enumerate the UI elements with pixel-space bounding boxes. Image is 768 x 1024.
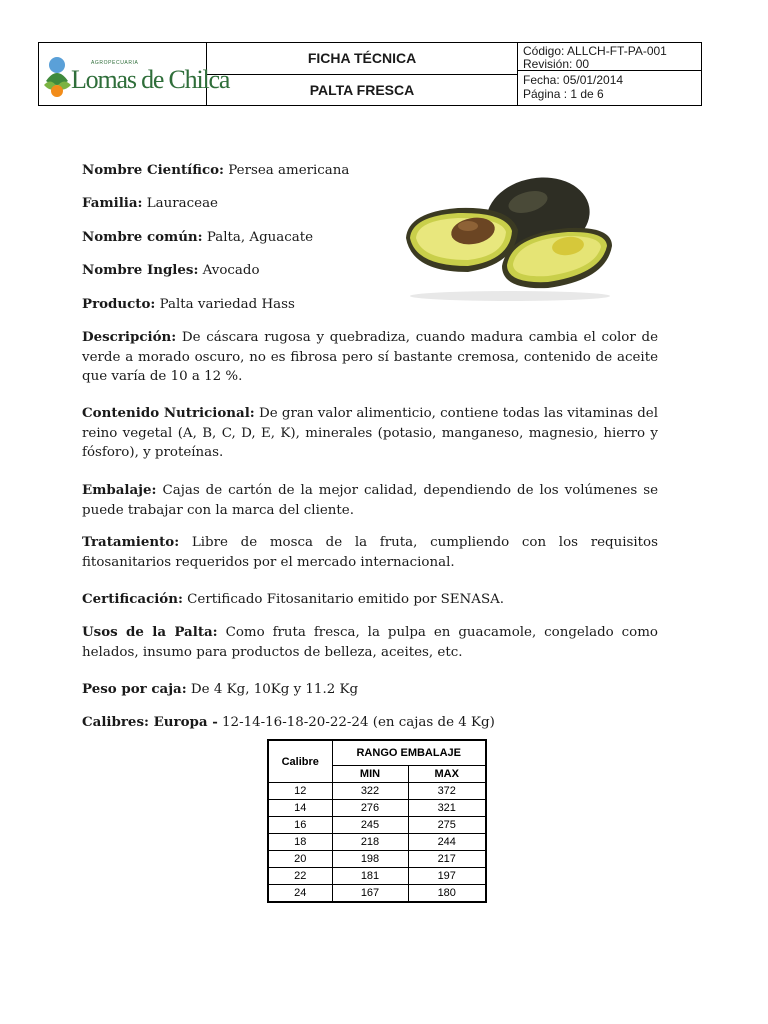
cell-max: 197 xyxy=(408,868,486,885)
cell-max: 321 xyxy=(408,800,486,817)
table-row xyxy=(268,817,486,834)
avocado-image xyxy=(398,168,620,302)
cell-calibre: 24 xyxy=(268,885,332,903)
label-product: Producto: xyxy=(82,296,156,312)
cell-calibre: 20 xyxy=(268,851,332,868)
col-header-min: MIN xyxy=(332,766,408,783)
value-calibres: 12-14-16-18-20-22-24 (en cajas de 4 Kg) xyxy=(217,715,495,730)
value-nutrition: De gran valor alimenticio, contiene todas las vitaminas del reino vegetal (A, B, C, D, E, K), minerales (potasio, manganeso, magnesio, hierro y fósforo), y proteínas. xyxy=(82,406,658,460)
label-certification: Certificación: xyxy=(82,591,183,607)
cell-max: 180 xyxy=(408,885,486,903)
table-row xyxy=(268,868,486,885)
cell-min: 322 xyxy=(332,783,408,800)
value-common-name: Palta, Aguacate xyxy=(202,230,314,245)
table-row xyxy=(268,783,486,800)
cell-min: 245 xyxy=(332,817,408,834)
field-english-name xyxy=(82,261,260,281)
table-row xyxy=(268,834,486,851)
label-weight: Peso por caja: xyxy=(82,681,187,697)
doc-revision: Revisión: 00 xyxy=(523,57,590,71)
label-calibres: Calibres: Europa - xyxy=(82,714,218,730)
field-calibres xyxy=(82,713,495,733)
col-header-calibre: Calibre xyxy=(268,740,332,783)
field-common-name xyxy=(82,228,313,248)
label-packaging: Embalaje: xyxy=(82,482,157,498)
field-treatment xyxy=(82,533,658,572)
value-weight: De 4 Kg, 10Kg y 11.2 Kg xyxy=(186,682,359,697)
logo-name: Lomas de Chilca xyxy=(71,65,230,94)
cell-min: 198 xyxy=(332,851,408,868)
logo-subtitle: AGROPECUARIA xyxy=(91,60,139,66)
document-header xyxy=(38,42,702,106)
table-row xyxy=(268,885,486,903)
doc-page: Página : 1 de 6 xyxy=(523,87,604,101)
field-uses xyxy=(82,623,658,662)
company-logo xyxy=(39,43,230,105)
field-description xyxy=(82,328,658,387)
field-nutrition xyxy=(82,404,658,463)
value-packaging: Cajas de cartón de la mejor calidad, dependiendo de los volúmenes se puede trabajar con la marca del cliente. xyxy=(82,483,658,518)
value-product: Palta variedad Hass xyxy=(155,297,295,312)
cell-max: 244 xyxy=(408,834,486,851)
value-family: Lauraceae xyxy=(142,196,218,211)
field-weight xyxy=(82,680,358,700)
label-nutrition: Contenido Nutricional: xyxy=(82,405,255,421)
cell-max: 275 xyxy=(408,817,486,834)
cell-calibre: 16 xyxy=(268,817,332,834)
col-header-rango: RANGO EMBALAJE xyxy=(332,740,486,766)
cell-min: 218 xyxy=(332,834,408,851)
cell-max: 372 xyxy=(408,783,486,800)
leaf-logo-icon xyxy=(43,55,73,99)
label-common-name: Nombre común: xyxy=(82,229,203,245)
cell-max: 217 xyxy=(408,851,486,868)
value-certification: Certificado Fitosanitario emitido por SENASA. xyxy=(182,592,505,607)
label-scientific-name: Nombre Científico: xyxy=(82,162,224,178)
cell-calibre: 14 xyxy=(268,800,332,817)
value-english-name: Avocado xyxy=(198,263,260,278)
cell-calibre: 12 xyxy=(268,783,332,800)
doc-code: Código: ALLCH-FT-PA-001 xyxy=(523,44,667,58)
field-family xyxy=(82,194,218,214)
col-header-max: MAX xyxy=(408,766,486,783)
cell-min: 167 xyxy=(332,885,408,903)
value-description: De cáscara rugosa y quebradiza, cuando madura cambia el color de verde a morado oscuro, no es fibrosa pero sí bastante cremosa, contenido de aceite que varía de 10 a 12 %. xyxy=(82,330,658,384)
label-family: Familia: xyxy=(82,195,143,211)
table-row xyxy=(268,800,486,817)
label-uses: Usos de la Palta: xyxy=(82,624,218,640)
doc-subtitle: PALTA FRESCA xyxy=(309,81,415,98)
field-scientific-name xyxy=(82,161,349,181)
cell-min: 276 xyxy=(332,800,408,817)
cell-min: 181 xyxy=(332,868,408,885)
label-treatment: Tratamiento: xyxy=(82,534,180,550)
table-row xyxy=(268,851,486,868)
doc-title: FICHA TÉCNICA xyxy=(207,43,517,75)
value-treatment: Libre de mosca de la fruta, cumpliendo con los requisitos fitosanitarios requeridos por el mercado internacional. xyxy=(82,535,658,570)
field-packaging xyxy=(82,481,658,520)
cell-calibre: 22 xyxy=(268,868,332,885)
label-english-name: Nombre Ingles: xyxy=(82,262,199,278)
field-certification xyxy=(82,590,504,610)
calibre-table xyxy=(267,739,487,903)
doc-date: Fecha: 05/01/2014 xyxy=(523,73,624,87)
value-uses: Como fruta fresca, la pulpa en guacamole, congelado como helados, insumo para productos de belleza, aceites, etc. xyxy=(82,625,658,660)
field-product xyxy=(82,295,295,315)
value-scientific-name: Persea americana xyxy=(223,163,350,178)
cell-calibre: 18 xyxy=(268,834,332,851)
label-description: Descripción: xyxy=(82,329,177,345)
